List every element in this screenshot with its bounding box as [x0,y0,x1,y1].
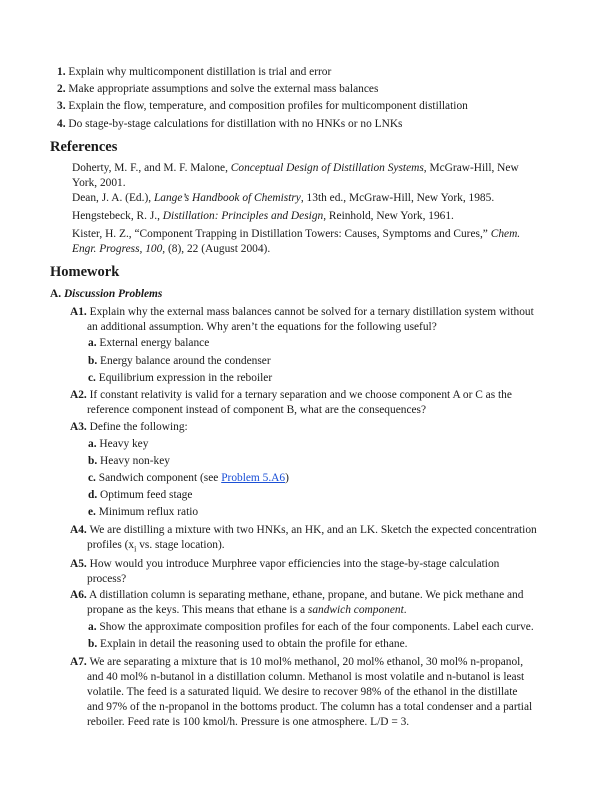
objective-2: 2. Make appropriate assumptions and solve the external mass balances [57,83,379,95]
problem-a2: A2. If constant relativity is valid for a ternary separation and we choose component A or C as the reference component instead of component B, what are the consequences? [70,389,512,416]
problem-a1-part-c: c. Equilibrium expression in the reboiler [88,372,273,384]
objective-1: 1. Explain why multicomponent distillation is trial and error [57,66,332,78]
reference-doherty: Doherty, M. F., and M. F. Malone, Conceptual Design of Distillation Systems, McGraw-Hill, New York, 2001. [72,162,519,189]
section-a-title: A. Discussion Problems [50,288,163,300]
objective-4: 4. Do stage-by-stage calculations for distillation with no HNKs or no LNKs [57,118,403,130]
objective-3: 3. Explain the flow, temperature, and composition profiles for multicomponent distillation [57,100,468,112]
references-heading: References [50,139,118,155]
problem-a1: A1. Explain why the external mass balances cannot be solved for a ternary distillation system without an additional assumption. Why aren’t the equations for the following useful? [70,306,534,333]
problem-a3-part-d: d. Optimum feed stage [88,489,193,501]
problem-a5: A5. How would you introduce Murphree vapor efficiencies into the stage-by-stage calculation process? [70,558,500,585]
problem-a3-part-e: e. Minimum reflux ratio [88,506,199,518]
problem-a3: A3. Define the following: [70,421,188,433]
problem-5a6-link[interactable]: Problem 5.A6 [221,472,286,484]
homework-heading: Homework [50,264,120,280]
reference-dean: Dean, J. A. (Ed.), Lange’s Handbook of Chemistry, 13th ed., McGraw-Hill, New York, 1985. [72,192,495,204]
problem-a6-part-b: b. Explain in detail the reasoning used to obtain the profile for ethane. [88,638,408,650]
reference-hengstebeck: Hengstebeck, R. J., Distillation: Principles and Design, Reinhold, New York, 1961. [72,210,454,222]
reference-kister: Kister, H. Z., “Component Trapping in Distillation Towers: Causes, Symptoms and Cures,” Chem. Engr. Progress, 100, (8), 22 (August 2004). [72,228,521,255]
problem-a7: A7. We are separating a mixture that is 10 mol% methanol, 20 mol% ethanol, 30 mol% n-propanol, and 40 mol% n-butanol in a distillation column. Methanol is most volatile and n-butanol is least volatile. The feed is a saturated liquid. We desire to recover 98% of the ethanol in the distillate and 97% of the n-propanol in the bottoms product. The column has a total condenser and a partial reboiler. Feed rate is 100 kmol/h. Pressure is one atmosphere. L/D = 3. [70,656,533,728]
problem-a6-part-a: a. Show the approximate composition profiles for each of the four components. Label each curve. [88,621,534,633]
problem-a1-part-b: b. Energy balance around the condenser [88,355,271,367]
problem-a4: A4. We are distilling a mixture with two HNKs, an HK, and an LK. Sketch the expected concentration profiles ($x_i$ vs. stage location). [70,524,537,554]
problem-a1-part-a: a. External energy balance [88,337,210,349]
problem-a6: A6. A distillation column is separating methane, ethane, propane, and butane. We pick methane and propane as the keys. This means that ethane is a sandwich component. [70,589,524,616]
problem-a3-part-a: a. Heavy key [88,438,149,450]
problem-a3-part-c: c. Sandwich component (see Problem 5.A6) [88,472,289,484]
problem-a3-part-b: b. Heavy non-key [88,455,170,467]
